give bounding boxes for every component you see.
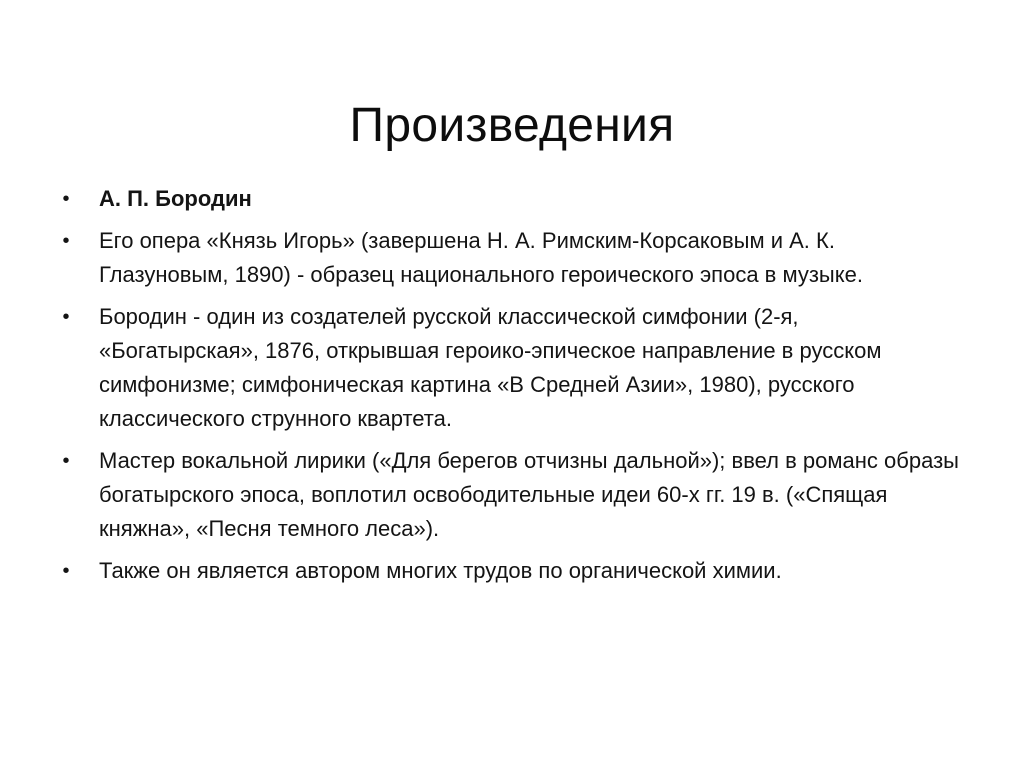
bullet-text: Мастер вокальной лирики («Для берегов отчизны дальной»); ввел в романс образы богатырского эпоса, воплотил освободительные идеи 60-х гг. 19 в. («Спящая княжна», «Песня темного леса»).	[99, 448, 959, 541]
bullet-item-chemistry	[60, 554, 960, 588]
bullet-dot-icon: •	[62, 188, 70, 210]
bullet-list	[60, 182, 960, 596]
bullet-dot-icon: •	[62, 306, 70, 328]
bullet-dot-icon: •	[62, 560, 70, 582]
bullet-dot-icon: •	[62, 450, 70, 472]
bullet-text: Бородин - один из создателей русской классической симфонии (2-я, «Богатырская», 1876, открывшая героико-эпическое направление в русском симфонизме; симфоническая картина «В Средней Азии», 1980), русского классического струнного квартета.	[99, 304, 882, 431]
slide-title: Произведения	[349, 99, 675, 153]
bullet-text: Также он является автором многих трудов по органической химии.	[99, 558, 782, 583]
bullet-text: А. П. Бородин	[99, 186, 252, 211]
bullet-text: Его опера «Князь Игорь» (завершена Н. А. Римским-Корсаковым и А. К. Глазуновым, 1890) - образец национального героического эпоса в музыке.	[99, 228, 863, 287]
bullet-item-author	[60, 182, 960, 216]
bullet-dot-icon: •	[62, 230, 70, 252]
bullet-item-symphony	[60, 300, 960, 436]
bullet-item-opera	[60, 224, 960, 292]
bullet-item-vocal-lyrics	[60, 444, 960, 546]
